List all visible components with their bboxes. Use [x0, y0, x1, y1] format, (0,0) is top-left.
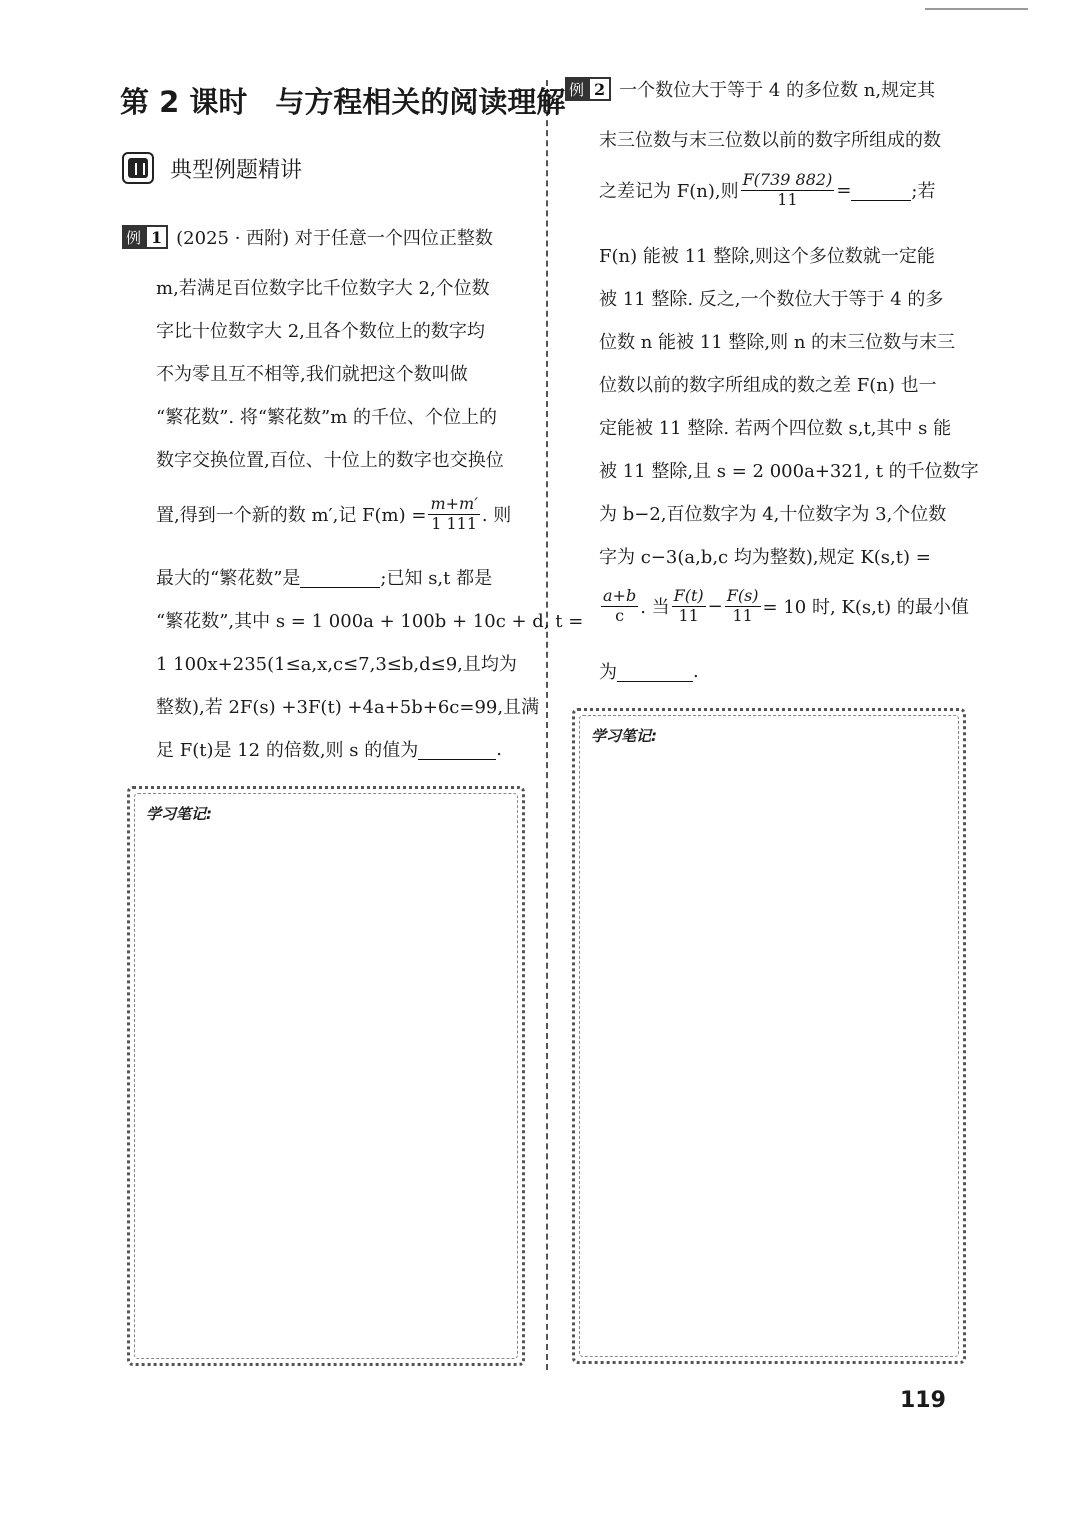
- ex2-line-9: 被 11 整除,且 s = 2 000a+321, t 的千位数字: [599, 461, 979, 482]
- ex2-line-2: 末三位数与末三位数以前的数字所组成的数: [599, 130, 941, 151]
- ex1-line-7: 置,得到一个新的数 m′,记 F(m) = $\frac{m+m'}{1 111}$ . 则: [156, 494, 512, 533]
- answer-blank-1[interactable]: [300, 567, 380, 588]
- ex1-line-3: 字比十位数字大 2,且各个数位上的数字均: [156, 321, 485, 342]
- ex1-line-2: m,若满足百位数字比千位数字大 2,个位数: [156, 278, 490, 299]
- notes-box-right[interactable]: [572, 708, 966, 1364]
- ex2-line-4: F(n) 能被 11 整除,则这个多位数就一定能: [599, 246, 935, 267]
- column-divider: [546, 80, 548, 1370]
- ex2-line-1: 例 2 一个数位大于等于 4 的多位数 n,规定其: [565, 76, 935, 102]
- answer-blank-3[interactable]: [851, 180, 911, 201]
- ex1-line-9: “繁花数”,其中 s = 1 000a + 100b + 10c + d, t =: [156, 611, 584, 632]
- ex1-line-5: “繁花数”. 将“繁花数”m 的千位、个位上的: [156, 407, 498, 428]
- ex1-line-11: 整数),若 2F(s) +3F(t) +4a+5b+6c=99,且满: [156, 697, 540, 718]
- notes-label-right: 学习笔记:: [591, 727, 657, 745]
- notes-box-left[interactable]: [127, 786, 525, 1366]
- formula-fraction: $\frac{m+m'}{1 111}$: [430, 494, 478, 533]
- ex2-line-6: 位数 n 能被 11 整除,则 n 的末三位数与末三: [599, 332, 956, 353]
- ex2-line-12: $\frac{a+b}{c}$ . 当 $\frac{F(t)}{11}$ − $\frac{F(s)}{11}$ = 10 时, K(s,t) 的最小值: [603, 586, 969, 625]
- notes-label-left: 学习笔记:: [146, 805, 212, 823]
- ex2-line-3: 之差记为 F(n),则 $\frac{F(739 882)}{11}$ = ;若: [599, 170, 936, 209]
- top-rule: [925, 8, 1028, 10]
- ex2-line-7: 位数以前的数字所组成的数之差 F(n) 也一: [599, 375, 937, 396]
- ex2-line-10: 为 b−2,百位数字为 4,十位数字为 3,个位数: [599, 504, 947, 525]
- formula-fraction-ft: $\frac{F(t)}{11}$: [673, 586, 704, 625]
- formula-fraction-f: $\frac{F(739 882)}{11}$: [742, 170, 833, 209]
- ex1-line-1: 例 1 (2025 · 西附) 对于任意一个四位正整数: [122, 224, 493, 250]
- ex2-line-5: 被 11 整除. 反之,一个数位大于等于 4 的多: [599, 289, 944, 310]
- formula-fraction-k: $\frac{a+b}{c}$: [603, 586, 637, 625]
- ex2-line-11: 字为 c−3(a,b,c 均为整数),规定 K(s,t) =: [599, 547, 931, 568]
- answer-blank-4[interactable]: [617, 661, 693, 682]
- answer-blank-2[interactable]: [418, 739, 496, 760]
- section-heading: [122, 150, 302, 186]
- lesson-number: 第 2 课时: [120, 85, 248, 119]
- ex1-line-6: 数字交换位置,百位、十位上的数字也交换位: [156, 450, 504, 471]
- ex1-line-10: 1 100x+235(1≤a,x,c≤7,3≤b,d≤9,且均为: [156, 654, 517, 675]
- book-icon: [122, 152, 154, 184]
- ex2-line-13: 为 .: [599, 660, 699, 683]
- ex2-line-8: 定能被 11 整除. 若两个四位数 s,t,其中 s 能: [599, 418, 952, 439]
- section-label: 典型例题精讲: [170, 157, 303, 183]
- page-title: [120, 80, 566, 121]
- example-2-badge: 例 2: [565, 77, 611, 101]
- example-1-badge: 例 1: [122, 225, 168, 249]
- lesson-topic: 与方程相关的阅读理解: [275, 85, 566, 119]
- ex1-line-8: 最大的“繁花数”是 ;已知 s,t 都是: [156, 568, 493, 589]
- ex1-line-12: 足 F(t)是 12 的倍数,则 s 的值为 .: [156, 738, 502, 761]
- ex1-line-4: 不为零且互不相等,我们就把这个数叫做: [156, 364, 468, 385]
- page-number: 119: [900, 1388, 946, 1413]
- formula-fraction-fs: $\frac{F(s)}{11}$: [726, 586, 759, 625]
